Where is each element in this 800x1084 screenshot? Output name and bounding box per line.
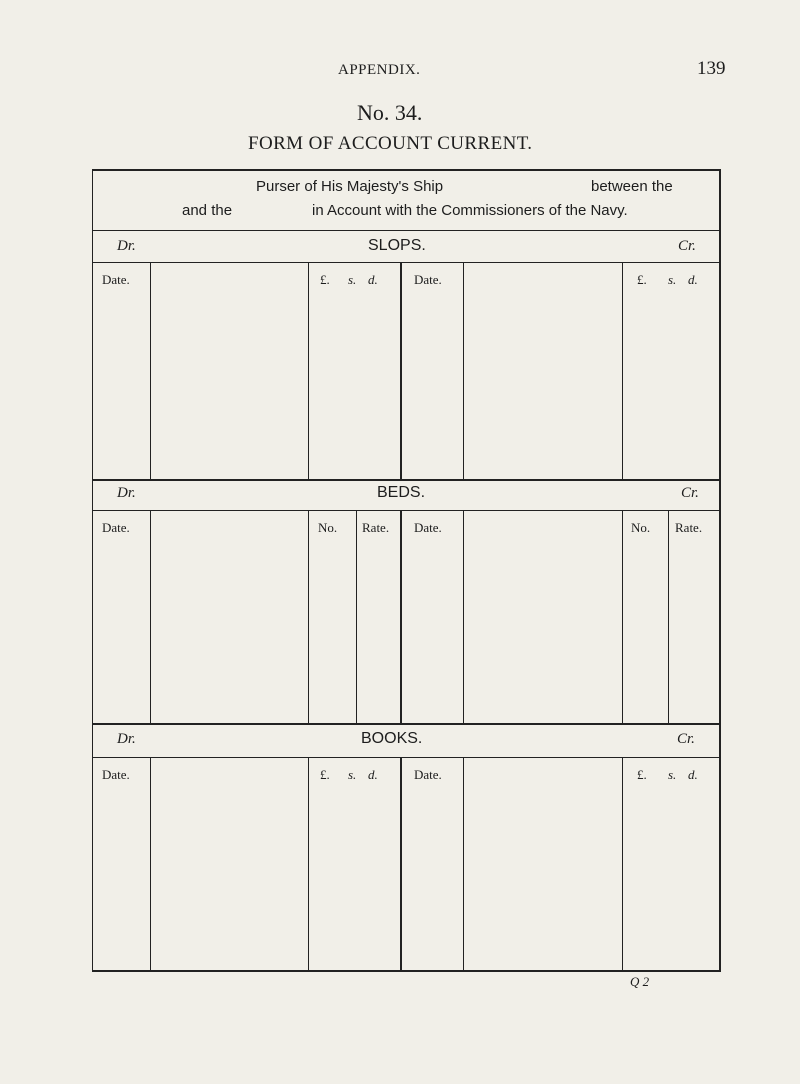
books-right-shillings-header: s.: [668, 767, 677, 782]
books-left-shillings-header: s.: [348, 767, 357, 782]
beds-left-no-header: No.: [318, 520, 338, 535]
beds-right-rate-header: Rate.: [675, 520, 703, 535]
beds-cr: Cr.: [681, 485, 699, 501]
books-cr: Cr.: [677, 731, 695, 747]
slops-dr: Dr.: [117, 238, 136, 254]
books-dr: Dr.: [117, 731, 136, 747]
beds-left-date-header: Date.: [102, 520, 130, 535]
heading-line2-a: and the: [182, 202, 233, 219]
books-title: BOOKS.: [361, 730, 423, 747]
form-title: FORM OF ACCOUNT CURRENT.: [248, 133, 533, 154]
books-right-pence-header: d.: [688, 767, 698, 782]
running-head: APPENDIX.: [338, 62, 421, 78]
slops-right-pence-header: d.: [688, 272, 698, 287]
books-left-date-header: Date.: [102, 767, 130, 782]
slops-right-date-header: Date.: [414, 272, 442, 287]
slops-left-pence-header: d.: [368, 272, 378, 287]
heading-line1-b: between the: [591, 178, 673, 195]
books-right-date-header: Date.: [414, 767, 442, 782]
beds-dr: Dr.: [117, 485, 136, 501]
signature-mark: Q 2: [630, 974, 650, 989]
beds-right-date-header: Date.: [414, 520, 442, 535]
slops-left-pounds-header: £.: [320, 272, 330, 287]
books-left-pence-header: d.: [368, 767, 378, 782]
slops-right-shillings-header: s.: [668, 272, 677, 287]
slops-left-date-header: Date.: [102, 272, 130, 287]
beds-left-rate-header: Rate.: [362, 520, 390, 535]
heading-line1-a: Purser of His Majesty's Ship: [256, 178, 444, 195]
heading-line2-b: in Account with the Commissioners of the Navy.: [312, 202, 628, 219]
slops-title: SLOPS.: [368, 237, 426, 254]
beds-title: BEDS.: [377, 484, 426, 501]
slops-right-pounds-header: £.: [637, 272, 647, 287]
beds-right-no-header: No.: [631, 520, 651, 535]
form-number: No. 34.: [357, 100, 423, 125]
books-left-pounds-header: £.: [320, 767, 330, 782]
slops-left-shillings-header: s.: [348, 272, 357, 287]
slops-cr: Cr.: [678, 238, 696, 254]
books-right-pounds-header: £.: [637, 767, 647, 782]
page-number: 139: [697, 58, 726, 79]
